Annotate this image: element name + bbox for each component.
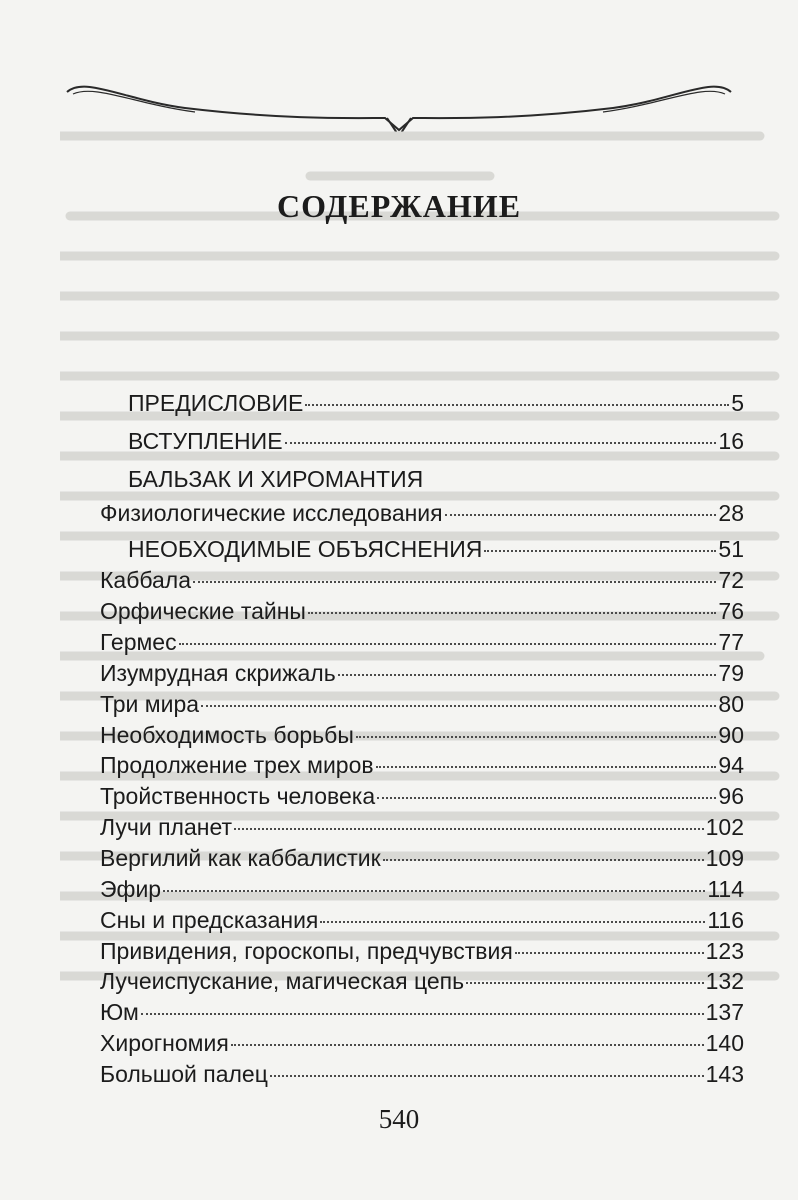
toc-leader-dots [376,766,717,768]
toc-entry-page: 90 [718,722,744,748]
page-number: 540 [378,1104,420,1134]
toc-entry-page: 94 [718,752,744,778]
toc-leader-dots [201,705,716,707]
toc-entry [100,938,744,965]
toc-entry [100,876,744,903]
toc-entry-page: 102 [705,814,744,840]
toc-entry [100,722,744,749]
toc-entry [100,752,744,779]
toc-entry-page: 114 [707,876,744,902]
toc-leader-dots [179,643,717,645]
toc-entry [100,783,744,810]
toc-entry-label: Орфические тайны [100,598,306,624]
toc-entry-page: 137 [705,999,744,1025]
toc-entry-page: 51 [718,536,744,562]
toc-entry [100,1030,744,1057]
toc-entry-label: Продолжение трех миров [100,752,374,778]
toc-entry [100,999,744,1026]
toc-entry-label: Гермес [100,629,177,655]
toc-leader-dots [377,797,716,799]
toc-entry-label: Большой палец [100,1061,268,1087]
toc-entry [128,428,744,455]
toc-entry [100,500,744,527]
toc-leader-dots [193,581,716,583]
toc-entry [100,814,744,841]
toc-entry-page: 80 [718,691,744,717]
toc-leader-dots [320,921,705,923]
toc-leader-dots [515,952,704,954]
toc-entry-page: 5 [731,390,744,416]
toc-entry [100,567,744,594]
toc-leader-dots [445,514,717,516]
toc-leader-dots [231,1044,704,1046]
toc-entry-page: 96 [718,783,744,809]
toc-leader-dots [383,859,704,861]
toc-leader-dots [484,550,716,552]
toc-entry-page: 123 [705,938,744,964]
toc-leader-dots [234,828,704,830]
toc-entry-label: Лучи планет [100,814,233,840]
toc-entry-label: Лучеиспускание, магическая цепь [100,968,465,994]
toc-entry-label: Привидения, гороскопы, предчувствия [100,938,513,964]
toc-entry-label: Эфир [100,876,162,902]
toc-entry-page: 76 [718,598,744,624]
toc-entry-page: 72 [718,567,744,593]
toc-entry-label: ВСТУПЛЕНИЕ [128,428,283,454]
toc-leader-dots [141,1013,704,1015]
toc-entry-label: Сны и предсказания [100,907,319,933]
toc-entry-label: Три мира [100,691,200,717]
toc-entry-page: 77 [718,629,744,655]
toc-entry-label: Изумрудная скрижаль [100,660,336,686]
toc-entry-label: Юм [100,999,139,1025]
toc-entry [100,598,744,625]
toc-leader-dots [338,674,717,676]
toc-entry [100,968,744,995]
toc-entry [128,536,744,563]
toc-leader-dots [308,612,716,614]
toc-entry-label: Хирогномия [100,1030,229,1056]
toc-leader-dots [356,736,717,738]
toc-entry-page: 28 [718,500,744,526]
toc-entry-page: 79 [718,660,744,686]
toc-leader-dots [285,442,717,444]
page-title: СОДЕРЖАНИЕ [276,188,522,224]
toc-entry-page: 109 [705,845,744,871]
toc-entry [100,691,744,718]
toc-entry-page: 132 [705,968,744,994]
toc-entry-label: НЕОБХОДИМЫЕ ОБЪЯСНЕНИЯ [128,536,483,562]
toc-entry-page: 116 [707,907,744,933]
toc-entry-label: ПРЕДИСЛОВИЕ [128,390,304,416]
toc-entry [128,390,744,417]
toc-entry-label: Тройственность человека [100,783,376,809]
toc-entry-page: 143 [705,1061,744,1087]
toc-entry-label: Вергилий как каббалистик [100,845,381,871]
toc-entry-label: Каббала [100,567,192,593]
toc-entry-page: 16 [718,428,744,454]
toc-entry-label: Необходимость борьбы [100,722,354,748]
toc-entry-page: 140 [705,1030,744,1056]
toc-entry-label: Физиологические исследования [100,500,443,526]
toc-leader-dots [466,982,704,984]
toc-section-heading [128,466,744,493]
toc-entry [100,845,744,872]
toc-entry-label: БАЛЬЗАК И ХИРОМАНТИЯ [128,466,424,492]
toc-entry [100,629,744,656]
toc-leader-dots [305,404,729,406]
toc-entry [100,1061,744,1088]
toc-leader-dots [163,890,705,892]
toc-entry [100,660,744,687]
toc-entry [100,907,744,934]
toc-leader-dots [270,1075,704,1077]
